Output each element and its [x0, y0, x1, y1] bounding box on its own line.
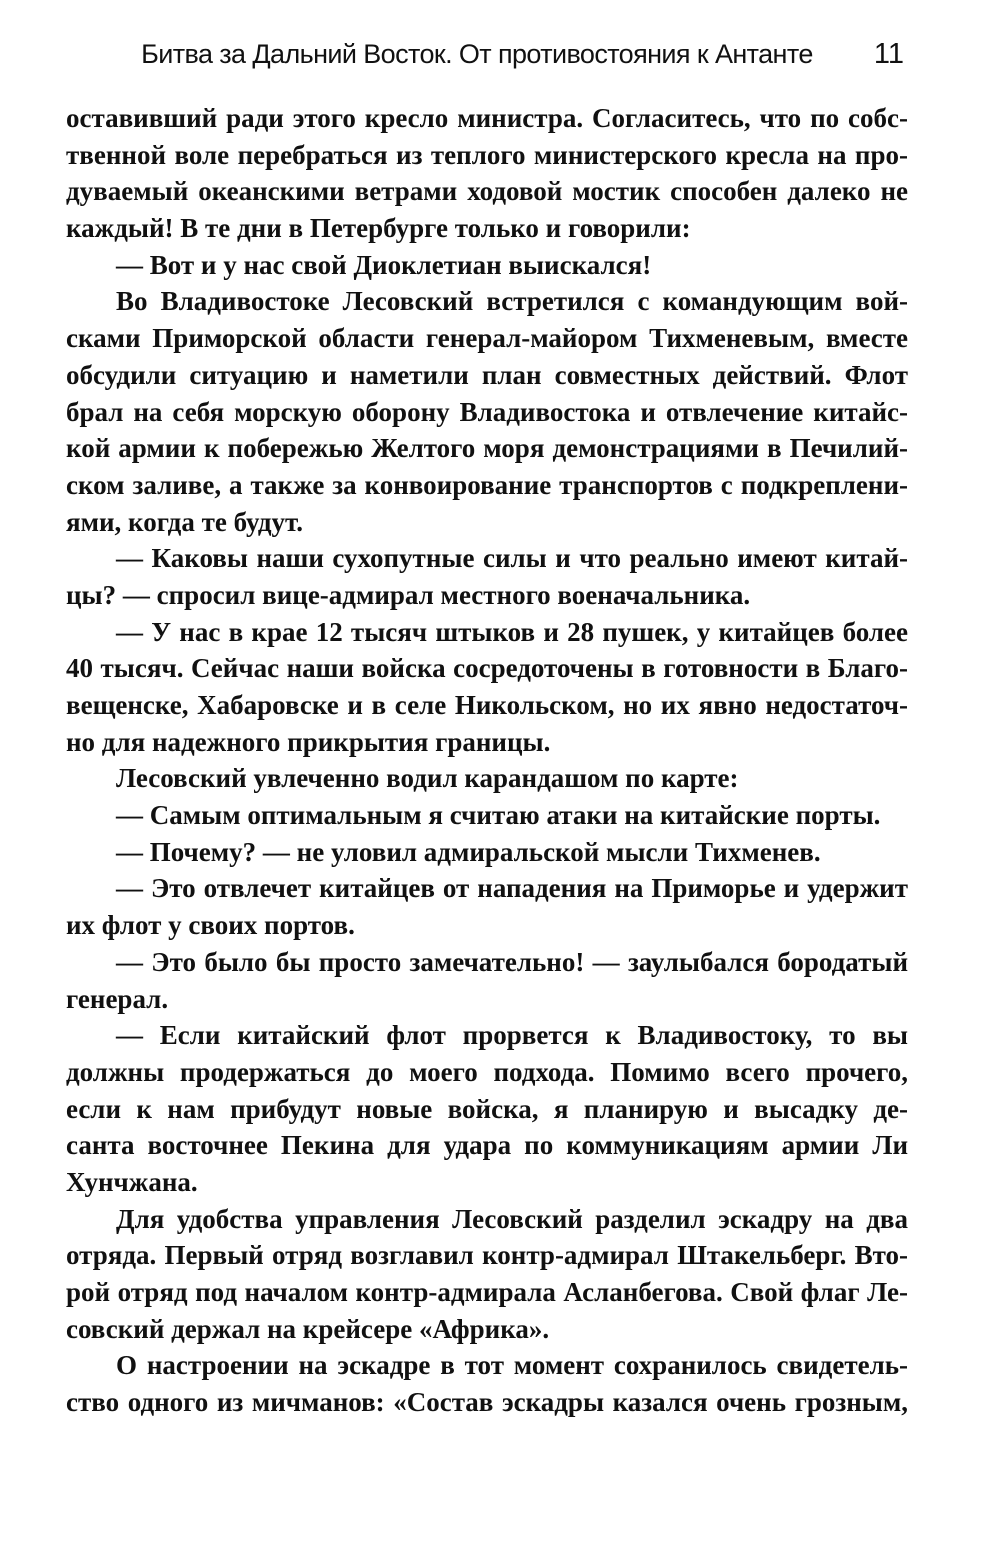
- text-line: дуваемый океанскими ветрами ходовой мостик способен далеко не: [66, 176, 908, 207]
- body-text: [66, 100, 908, 1421]
- text-line: Лесовский увлеченно водил карандашом по карте:: [116, 763, 739, 794]
- text-line: — Если китайский флот прорвется к Владивостоку, то вы: [116, 1020, 908, 1051]
- text-line: — Почему? — не уловил адмиральской мысли Тихменев.: [116, 836, 821, 867]
- text-line: брал на себя морскую оборону Владивостока и отвлечение китайс-: [66, 396, 908, 427]
- text-line: обсудили ситуацию и наметили план совместных действий. Флот: [66, 359, 908, 390]
- text-line: кой армии к побережью Желтого моря демонстрациями в Печилий-: [66, 433, 908, 464]
- text-line: ями, когда те будут.: [66, 506, 303, 537]
- text-line: ство одного из мичманов: «Состав эскадры казался очень грозным,: [66, 1387, 908, 1418]
- text-line: — Это было бы просто замечательно! — заулыбался бородатый: [116, 946, 908, 977]
- text-line: — У нас в крае 12 тысяч штыков и 28 пушек, у китайцев более: [116, 616, 908, 647]
- text-line: — Вот и у нас свой Диоклетиан выискался!: [116, 249, 652, 280]
- text-line: каждый! В те дни в Петербурге только и говорили:: [66, 213, 691, 244]
- text-line: — Каковы наши сухопутные силы и что реально имеют китай-: [116, 543, 908, 574]
- text-line: 40 тысяч. Сейчас наши войска сосредоточены в готовности в Благо-: [66, 653, 908, 684]
- text-line: должны продержаться до моего подхода. Помимо всего прочего,: [66, 1056, 908, 1087]
- text-line: — Это отвлечет китайцев от нападения на Приморье и удержит: [116, 873, 908, 904]
- text-line: но для надежного прикрытия границы.: [66, 726, 551, 757]
- text-line: — Самым оптимальным я считаю атаки на китайские порты.: [116, 800, 881, 831]
- page-number: 11: [873, 38, 904, 70]
- text-line: Для удобства управления Лесовский разделил эскадру на два: [116, 1203, 908, 1234]
- text-line: рой отряд под началом контр-адмирала Асланбегова. Свой флаг Ле-: [66, 1277, 908, 1307]
- running-title: Битва за Дальний Восток. От противостояния к Антанте: [141, 39, 813, 69]
- text-line: твенной воле перебраться из теплого министерского кресла на про-: [66, 139, 908, 170]
- text-line: Хунчжана.: [66, 1166, 198, 1197]
- text-line: цы? — спросил вице-адмирал местного военачальника.: [66, 579, 751, 610]
- text-line: сками Приморской области генерал-майором Тихменевым, вместе: [66, 323, 908, 354]
- text-line: оставивший ради этого кресло министра. Согласитесь, что по собс-: [66, 103, 908, 133]
- text-line: совский держал на крейсере «Африка».: [66, 1313, 550, 1344]
- text-line: вещенске, Хабаровске и в селе Никольском, но их явно недостаточ-: [66, 690, 908, 720]
- text-line: О настроении на эскадре в тот момент сохранилось свидетель-: [116, 1350, 908, 1381]
- text-line: их флот у своих портов.: [66, 910, 355, 941]
- text-line: санта восточнее Пекина для удара по коммуникациям армии Ли: [66, 1130, 908, 1161]
- text-line: отряда. Первый отряд возглавил контр-адмирал Штакельберг. Вто-: [66, 1240, 908, 1271]
- text-line: если к нам прибудут новые войска, я планирую и высадку де-: [66, 1093, 908, 1124]
- text-line: ском заливе, а также за конвоирование транспортов с подкреплени-: [66, 469, 908, 500]
- running-header: [100, 38, 904, 82]
- text-line: генерал.: [66, 983, 169, 1014]
- text-line: Во Владивостоке Лесовский встретился с командующим вой-: [116, 286, 908, 317]
